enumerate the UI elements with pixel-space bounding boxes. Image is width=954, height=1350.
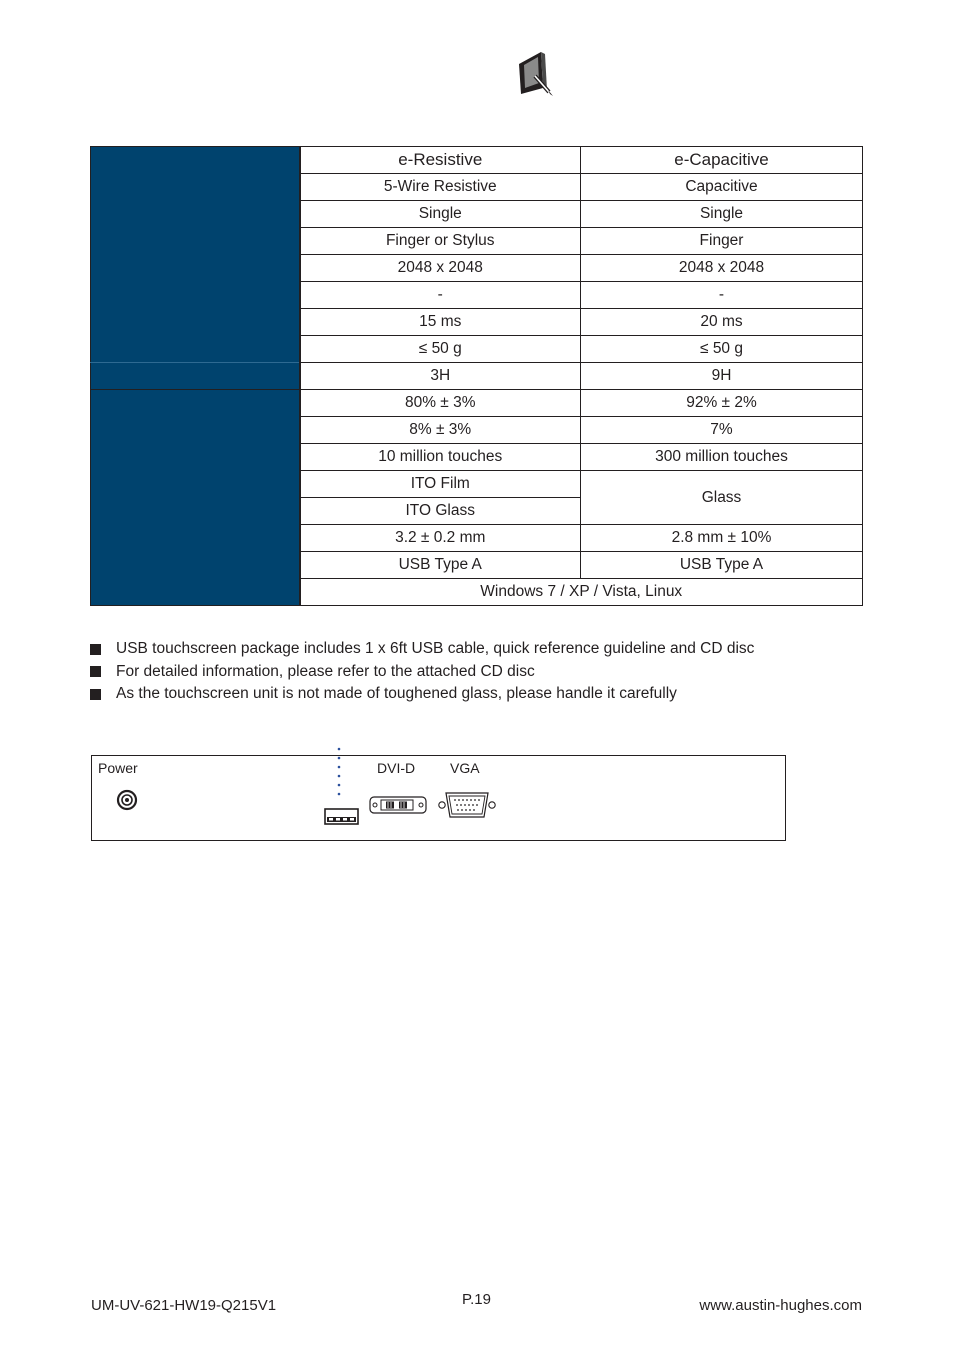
bullet-square-icon [90,666,101,677]
cell-resistive: Single [300,201,581,228]
table-header-row [91,147,863,174]
table-row [91,390,863,417]
cell-resistive: 8% ± 3% [300,417,581,444]
list-item [88,683,868,706]
cell-capacitive: - [581,282,863,309]
page-number: P.19 [462,1291,491,1308]
side-label-block-middle [91,363,300,390]
cell-resistive: USB Type A [300,552,581,579]
cell-capacitive: Single [581,201,863,228]
cell-resistive: 3H [300,363,581,390]
power-label: Power [98,760,138,776]
cell-capacitive: 2.8 mm ± 10% [581,525,863,552]
side-label-block-top [91,147,300,363]
vga-port-icon [437,790,497,820]
cell-capacitive: 2048 x 2048 [581,255,863,282]
note-text: As the touchscreen unit is not made of toughened glass, please handle it carefully [116,685,677,702]
cell-capacitive: Capacitive [581,174,863,201]
cell-resistive: ITO Film [300,471,581,498]
header-resistive: e-Resistive [300,147,581,174]
cell-capacitive: 7% [581,417,863,444]
cell-capacitive: Glass [581,471,863,525]
header-capacitive: e-Capacitive [581,147,863,174]
cell-resistive: 10 million touches [300,444,581,471]
bullet-square-icon [90,644,101,655]
cell-capacitive: 20 ms [581,309,863,336]
document-id: UM-UV-621-HW19-Q215V1 [91,1297,277,1314]
cell-resistive: 2048 x 2048 [300,255,581,282]
leader-dots-icon [337,747,341,802]
cell-resistive: ≤ 50 g [300,336,581,363]
cell-resistive: ITO Glass [300,498,581,525]
cell-capacitive: Finger [581,228,863,255]
touchscreen-logo-icon [515,50,557,98]
cell-resistive: 5-Wire Resistive [300,174,581,201]
website-text: www.austin-hughes.com [699,1297,862,1314]
cell-os-support: Windows 7 / XP / Vista, Linux [300,579,863,606]
bullet-square-icon [90,689,101,700]
usb-port-icon [324,808,359,825]
cell-capacitive: 9H [581,363,863,390]
cell-capacitive: USB Type A [581,552,863,579]
cell-resistive: 15 ms [300,309,581,336]
vga-label: VGA [450,760,480,776]
cell-resistive: - [300,282,581,309]
cell-resistive: Finger or Stylus [300,228,581,255]
cell-resistive: 80% ± 3% [300,390,581,417]
list-item [88,638,868,661]
cell-capacitive: 92% ± 2% [581,390,863,417]
dvi-label: DVI-D [377,760,416,776]
power-jack-icon [116,789,138,811]
list-item [88,661,868,684]
cell-resistive: 3.2 ± 0.2 mm [300,525,581,552]
note-text: For detailed information, please refer to the attached CD disc [116,662,535,680]
cell-capacitive: 300 million touches [581,444,863,471]
notes-list [88,638,868,706]
spec-table [90,146,863,606]
note-text: USB touchscreen package includes 1 x 6ft USB cable, quick reference guideline and CD disc [116,640,755,657]
dvi-port-icon [369,795,427,815]
side-label-block-bottom [91,390,300,606]
table-row [91,363,863,390]
cell-capacitive: ≤ 50 g [581,336,863,363]
